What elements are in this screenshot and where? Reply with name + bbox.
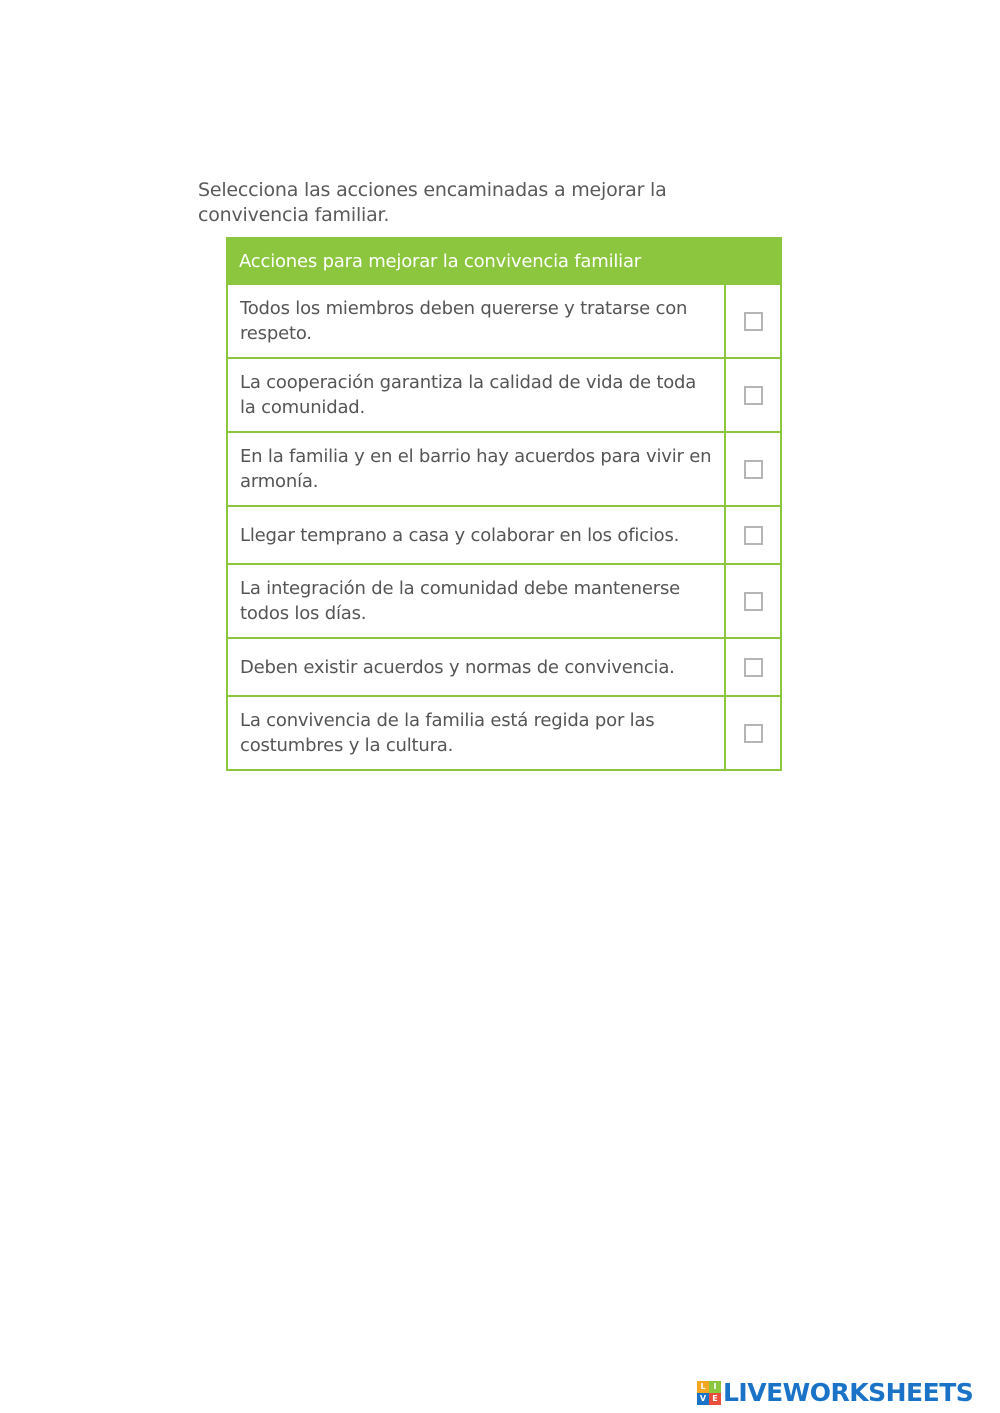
row-text: La integración de la comunidad debe mantenerse todos los días. [227, 564, 725, 638]
row-check-cell [725, 638, 781, 696]
checkbox[interactable] [744, 460, 763, 479]
instruction-text: Selecciona las acciones encaminadas a mejorar la convivencia familiar. [198, 179, 667, 226]
checkbox[interactable] [744, 386, 763, 405]
checkbox[interactable] [744, 724, 763, 743]
table-row [227, 564, 781, 638]
row-text: Todos los miembros deben quererse y tratarse con respeto. [227, 284, 725, 358]
row-text: En la familia y en el barrio hay acuerdos para vivir en armonía. [227, 432, 725, 506]
row-check-cell [725, 506, 781, 564]
liveworksheets-brand [697, 1378, 973, 1407]
logo-letter: E [709, 1393, 721, 1405]
checkbox[interactable] [744, 658, 763, 677]
row-check-cell [725, 358, 781, 432]
table-row [227, 358, 781, 432]
checkbox[interactable] [744, 526, 763, 545]
row-check-cell [725, 696, 781, 770]
table-header-title: Acciones para mejorar la convivencia familiar [227, 238, 725, 284]
row-check-cell [725, 284, 781, 358]
table-row [227, 432, 781, 506]
table-row [227, 506, 781, 564]
row-text: Deben existir acuerdos y normas de convivencia. [227, 638, 725, 696]
row-text: Llegar temprano a casa y colaborar en los oficios. [227, 506, 725, 564]
table-header-check-column [725, 238, 781, 284]
liveworksheets-logo-icon [697, 1381, 721, 1405]
brand-name: LIVEWORKSHEETS [723, 1378, 974, 1407]
table-row [227, 638, 781, 696]
logo-letter: V [697, 1393, 709, 1405]
logo-letter: I [709, 1381, 721, 1393]
row-text: La cooperación garantiza la calidad de vida de toda la comunidad. [227, 358, 725, 432]
logo-letter: L [697, 1381, 709, 1393]
actions-table-container [226, 237, 780, 771]
row-text: La convivencia de la familia está regida por las costumbres y la cultura. [227, 696, 725, 770]
table-row [227, 284, 781, 358]
table-row [227, 696, 781, 770]
row-check-cell [725, 564, 781, 638]
checkbox[interactable] [744, 592, 763, 611]
checkbox[interactable] [744, 312, 763, 331]
row-check-cell [725, 432, 781, 506]
actions-table [226, 237, 782, 771]
table-header-row [227, 238, 781, 284]
